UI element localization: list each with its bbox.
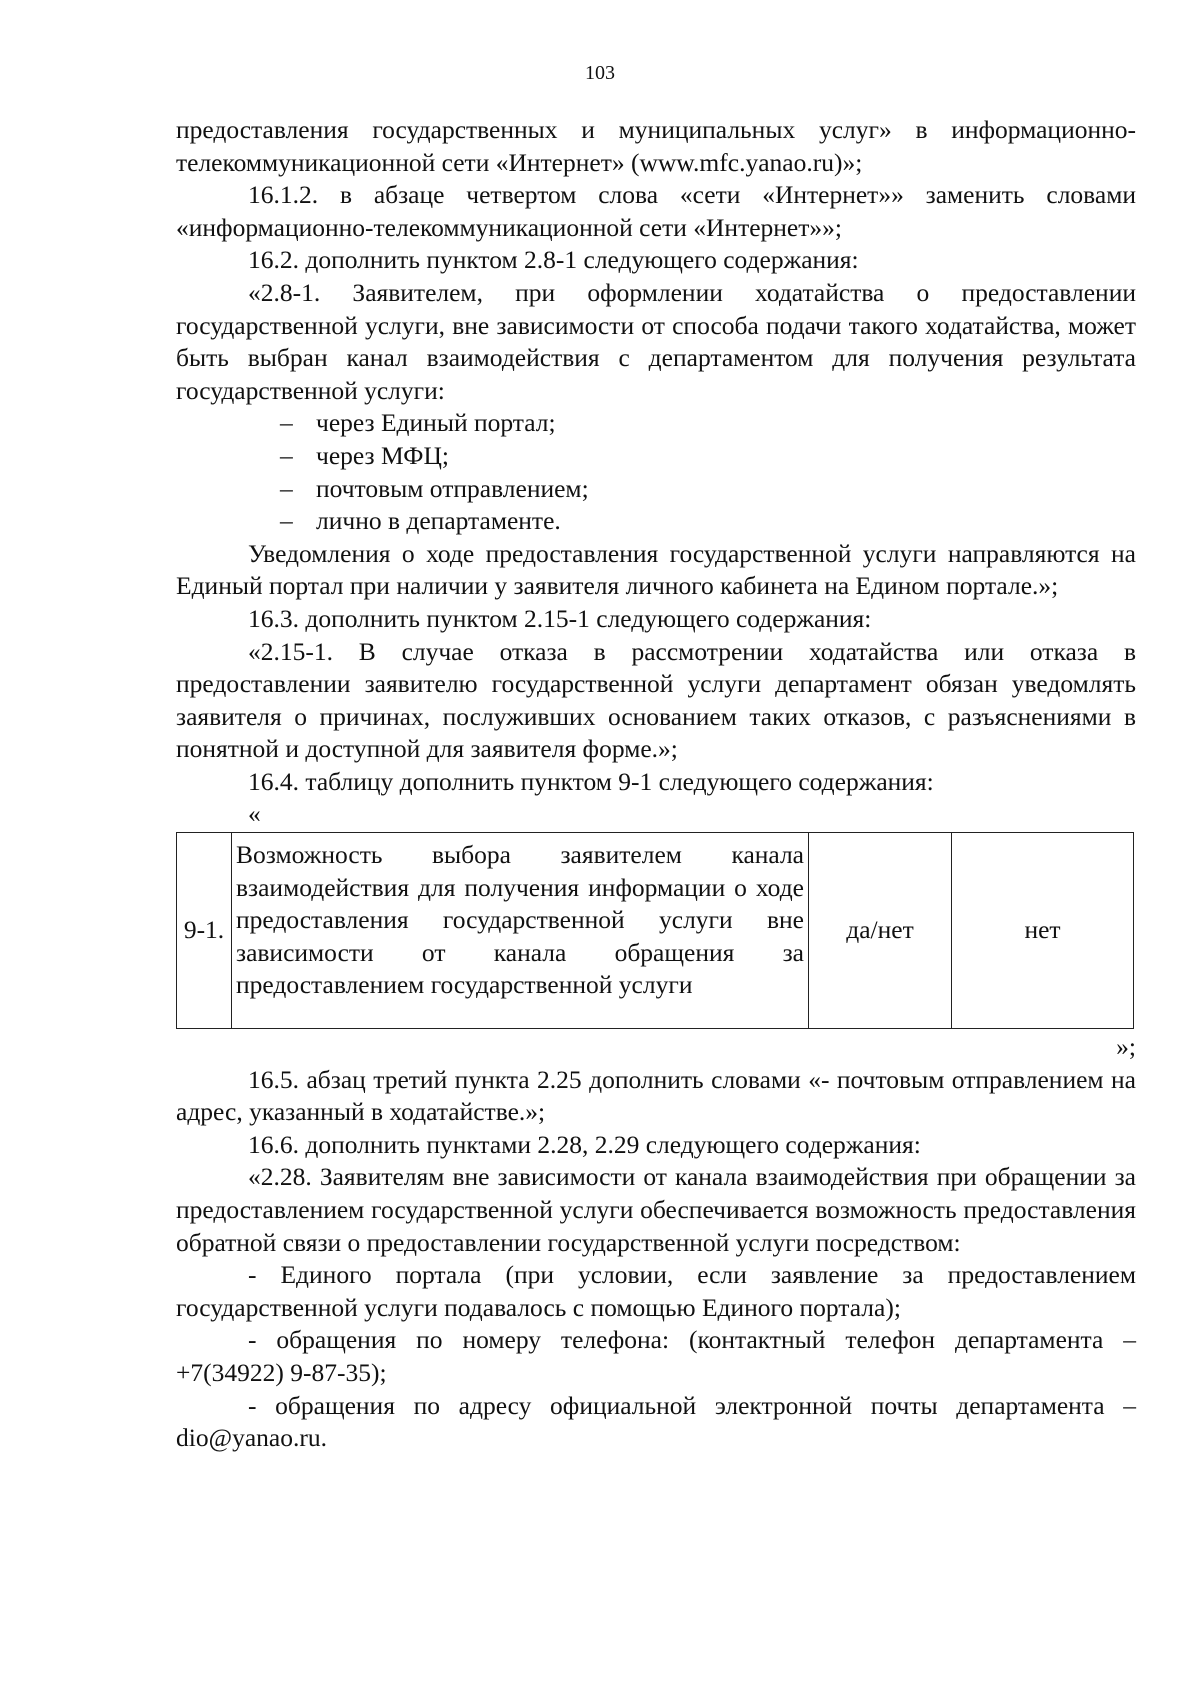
paragraph: «2.8-1. Заявителем, при оформлении ходатайства о предоставлении государственной услуги, вне зависимости от способа подачи такого ходатайства, может быть выбран канал взаимодействия с департаментом для получения результата государственной услуги: (176, 277, 1136, 405)
page-number: 103 (585, 62, 615, 84)
list-item (176, 473, 1136, 506)
paragraph: 16.1.2. в абзаце четвертом слова «сети «Интернет»» заменить словами «информационно-телекоммуникационной сети «Интернет»»; (176, 180, 1136, 242)
dash-marker: – (280, 506, 293, 536)
table-close-quote: »; (1116, 1031, 1136, 1061)
paragraph: 16.3. дополнить пунктом 2.15-1 следующего содержания: (248, 603, 872, 633)
paragraph: «2.28. Заявителям вне зависимости от канала взаимодействия при обращении за предоставлением государственной услуги обеспечивается возможность предоставления обратной связи о предоставлении государственной услуги посредством: (176, 1162, 1136, 1257)
paragraph: «2.15-1. В случае отказа в рассмотрении ходатайства или отказа в предоставлении заявителю государственной услуги департамент обязан уведомлять заявителя о причинах, послуживших основанием таких отказов, с разъяснениями в понятной и доступной для заявителя форме.»; (176, 636, 1136, 764)
dash-marker: – (280, 408, 293, 438)
text-after-table (176, 1064, 1136, 1455)
amendment-table (176, 832, 1134, 1029)
paragraph: - обращения по номеру телефона: (контактный телефон департамента – +7(34922) 9-87-35); (176, 1325, 1136, 1387)
list-item (176, 407, 1136, 440)
paragraph: 16.6. дополнить пунктами 2.28, 2.29 следующего содержания: (248, 1129, 921, 1159)
list-item (176, 440, 1136, 473)
table-row (177, 833, 1134, 1029)
row-description-cell: Возможность выбора заявителем канала взаимодействия для получения информации о ходе предоставления государственной услуги вне зависимости от канала обращения за предоставлением государственной услуги (232, 833, 809, 1029)
text-before-table (176, 114, 1136, 798)
paragraph: - обращения по адресу официальной электронной почты департамента – dio@yanao.ru. (176, 1390, 1136, 1453)
paragraph: 16.2. дополнить пунктом 2.8-1 следующего содержания: (248, 245, 859, 275)
paragraph: предоставления государственных и муниципальных услуг» в информационно-телекоммуникационной сети «Интернет» (www.mfc.yanao.ru)»; (176, 115, 1136, 177)
list-item-text: через Единый портал; (316, 408, 556, 438)
table-open-quote: « (248, 799, 261, 829)
paragraph: Уведомления о ходе предоставления государственной услуги направляются на Единый портал при наличии у заявителя личного кабинета на Едином портале.»; (176, 538, 1136, 601)
document-body (176, 114, 1136, 1455)
row-number-cell: 9-1. (177, 833, 232, 1029)
row-actual-value-cell: нет (952, 833, 1134, 1029)
list-item-text: лично в департаменте. (316, 506, 561, 536)
list-item-text: почтовым отправлением; (316, 473, 589, 503)
paragraph: 16.4. таблицу дополнить пунктом 9-1 следующего содержания: (248, 766, 934, 796)
paragraph: - Единого портала (при условии, если заявление за предоставлением государственной услуги подавалось с помощью Единого портала); (176, 1260, 1136, 1322)
row-norm-value-cell: да/нет (809, 833, 952, 1029)
dash-marker: – (280, 440, 293, 470)
list-item-text: через МФЦ; (316, 440, 449, 470)
list-item (176, 505, 1136, 538)
dash-marker: – (280, 473, 293, 503)
paragraph: 16.5. абзац третий пункта 2.25 дополнить словами «- почтовым отправлением на адрес, указанный в ходатайстве.»; (176, 1064, 1136, 1127)
